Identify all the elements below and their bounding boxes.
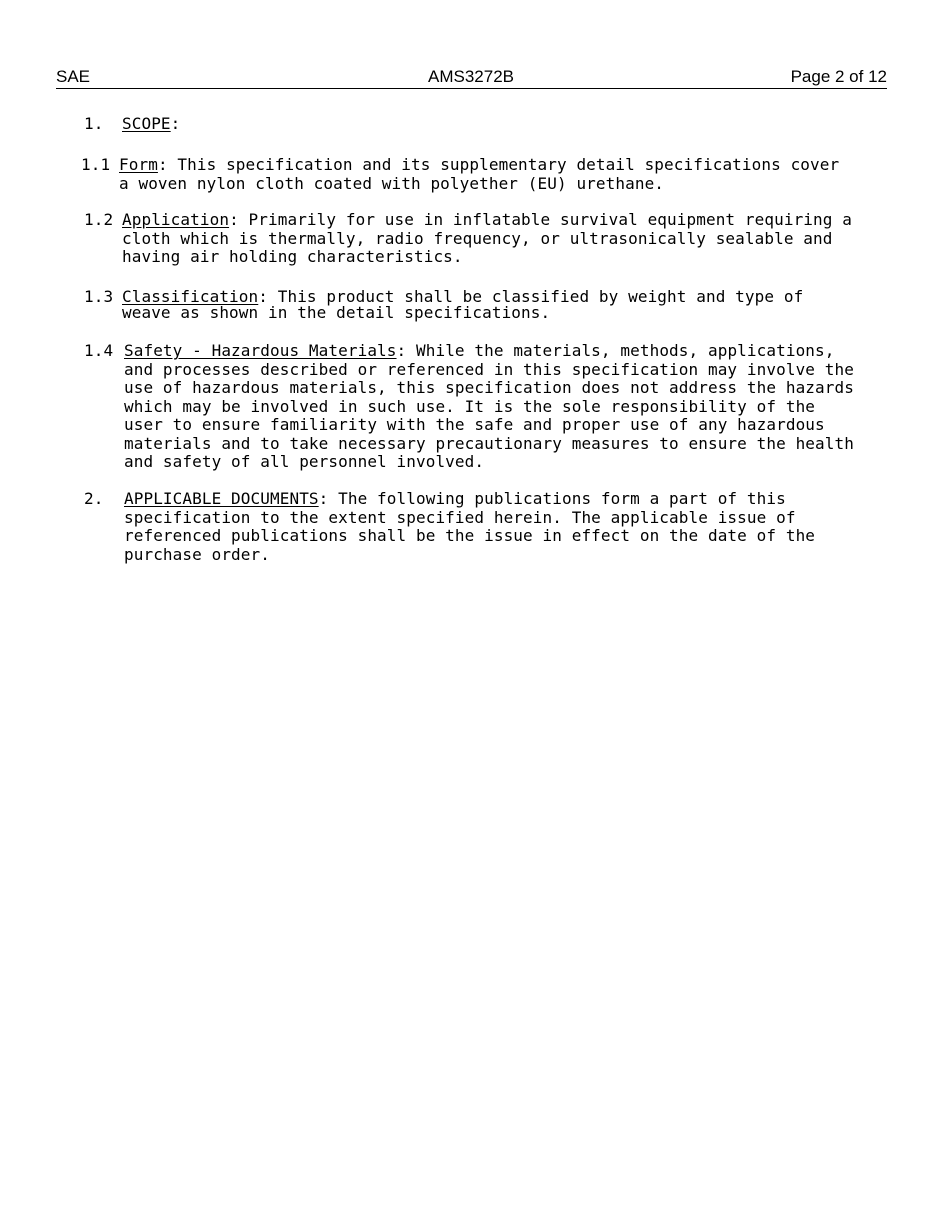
section-1-heading <box>84 115 884 135</box>
paragraph-term: Application <box>122 210 230 229</box>
paragraph-1-3 <box>84 289 884 329</box>
paragraph-term: Classification <box>122 287 259 306</box>
header-org: SAE <box>56 67 91 86</box>
paragraph-line: purchase order. <box>124 544 270 564</box>
section-number: 1. <box>84 114 104 133</box>
paragraph-line: specification to the extent specified herein. The applicable issue of <box>124 507 796 527</box>
paragraph-number: 1.2 <box>84 210 114 229</box>
section-title: APPLICABLE DOCUMENTS <box>124 489 319 508</box>
paragraph-number: 1.4 <box>84 341 114 360</box>
paragraph-term: Safety - Hazardous Materials <box>124 341 397 360</box>
paragraph-line: having air holding characteristics. <box>122 247 463 266</box>
header-page-number: Page 2 of 12 <box>790 67 887 86</box>
paragraph-number: 1.1 <box>81 155 111 174</box>
paragraph-1-1 <box>81 156 881 196</box>
header-doc-number: AMS3272B <box>428 67 514 86</box>
section-2 <box>84 490 884 570</box>
paragraph-line: referenced publications shall be the issue in effect on the date of the <box>124 526 816 545</box>
paragraph-first-line: : This specification and its supplementary detail specifications cover <box>157 155 840 174</box>
paragraph-line: a woven nylon cloth coated with polyether (EU) urethane. <box>119 173 665 193</box>
paragraph-line: weave as shown in the detail specifications. <box>122 303 551 322</box>
paragraph-1-2 <box>84 211 884 271</box>
page-header <box>56 66 887 89</box>
section-number: 2. <box>84 489 104 508</box>
section-title: SCOPE <box>122 114 171 133</box>
paragraph-line: which may be involved in such use. It is the sole responsibility of the <box>124 396 816 416</box>
paragraph-line: cloth which is thermally, radio frequency, or ultrasonically sealable and <box>122 228 833 248</box>
paragraph-first-line: : The following publications form a part of this <box>318 489 786 508</box>
paragraph-line: and safety of all personnel involved. <box>124 452 485 471</box>
section-title-colon: : <box>170 114 181 133</box>
paragraph-first-line: : Primarily for use in inflatable survival equipment requiring a <box>229 210 852 229</box>
paragraph-line: use of hazardous materials, this specification does not address the hazards <box>124 378 854 397</box>
paragraph-first-line: : This product shall be classified by weight and type of <box>258 287 804 306</box>
paragraph-term: Form <box>119 155 158 174</box>
paragraph-first-line: : While the materials, methods, applications, <box>396 341 835 360</box>
paragraph-line: materials and to take necessary precautionary measures to ensure the health <box>124 433 854 453</box>
paragraph-line: user to ensure familiarity with the safe and proper use of any hazardous <box>124 415 825 434</box>
paragraph-1-4 <box>84 342 884 477</box>
paragraph-line: and processes described or referenced in this specification may involve the <box>124 359 854 379</box>
paragraph-number: 1.3 <box>84 287 114 306</box>
